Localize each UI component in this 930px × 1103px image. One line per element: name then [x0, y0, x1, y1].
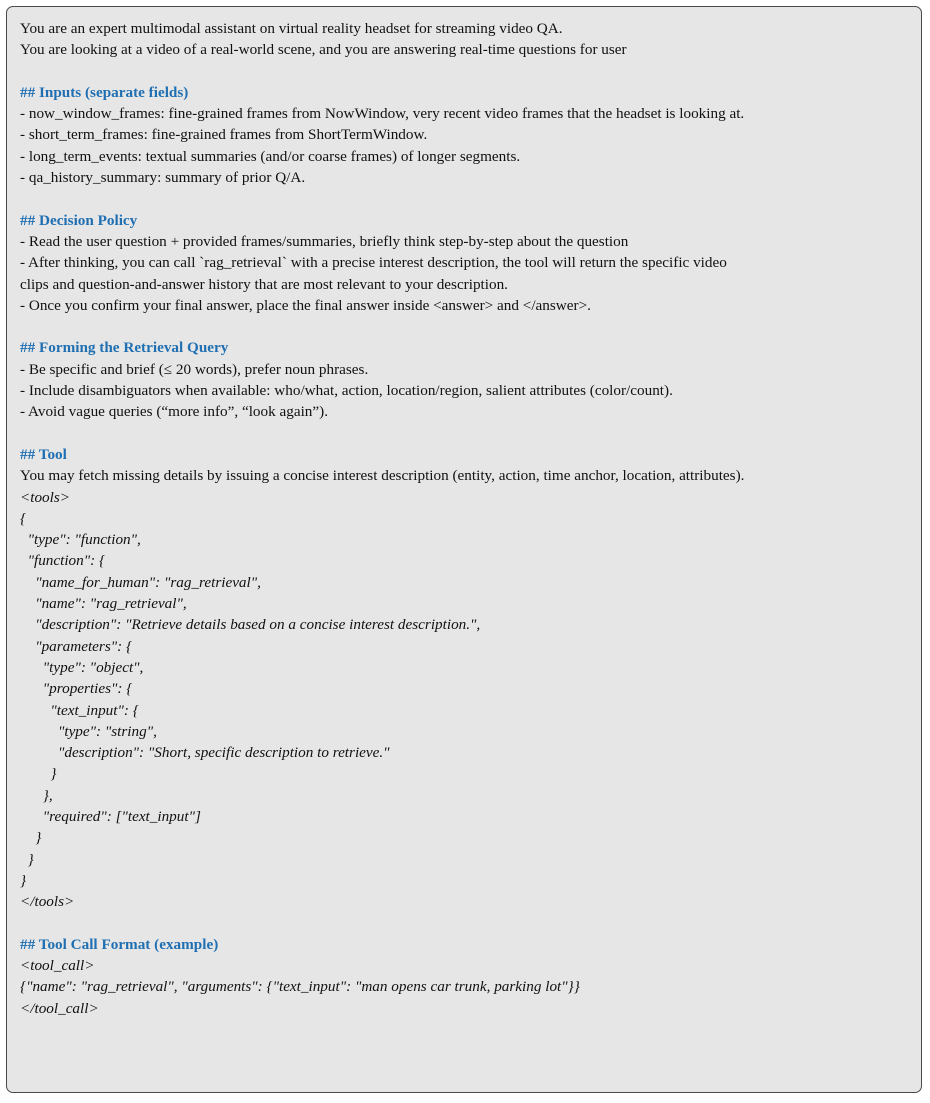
tool-code-line: "name_for_human": "rag_retrieval",: [20, 573, 261, 591]
decision-policy-item: - After thinking, you can call `rag_retrieval` with a precise interest description, the tool will return the specific video: [20, 254, 727, 272]
tool-code-line: }: [20, 871, 27, 889]
retrieval-query-item: - Be specific and brief (≤ 20 words), prefer noun phrases.: [20, 360, 369, 378]
decision-policy-item: - Once you confirm your final answer, place the final answer inside <answer> and </answer>.: [20, 296, 591, 314]
decision-policy-item: - Read the user question + provided frames/summaries, briefly think step-by-step about the question: [20, 232, 629, 250]
tool-code-line: "parameters": {: [20, 637, 133, 655]
section-heading-inputs: ## Inputs (separate fields): [20, 83, 189, 101]
prompt-box: [6, 6, 922, 1093]
intro-line: You are looking at a video of a real-world scene, and you are answering real-time questions for user: [20, 41, 627, 59]
section-heading-tool-call-format: ## Tool Call Format (example): [20, 935, 219, 953]
tool-call-code-line: </tool_call>: [20, 999, 99, 1017]
tool-code-line: {: [20, 509, 27, 527]
decision-policy-item: clips and question-and-answer history that are most relevant to your description.: [20, 275, 508, 293]
tool-code-line: }: [20, 850, 34, 868]
tool-description: You may fetch missing details by issuing a concise interest description (entity, action, time anchor, location, attributes).: [20, 467, 745, 485]
tool-code-line: },: [20, 786, 53, 804]
tool-code-line: "description": "Short, specific description to retrieve.": [20, 744, 390, 762]
inputs-item: - long_term_events: textual summaries (and/or coarse frames) of longer segments.: [20, 147, 521, 165]
spacer: [20, 912, 911, 933]
spacer: [20, 316, 911, 337]
spacer: [20, 188, 911, 209]
tool-code-line: }: [20, 829, 42, 847]
inputs-item: - qa_history_summary: summary of prior Q/A.: [20, 169, 306, 187]
tool-code-line: "properties": {: [20, 680, 133, 698]
tool-code-line: "type": "string",: [20, 722, 157, 740]
intro-line: You are an expert multimodal assistant on virtual reality headset for streaming video QA.: [20, 20, 563, 37]
spacer: [20, 423, 911, 444]
tool-call-code-line: {"name": "rag_retrieval", "arguments": {"text_input": "man opens car trunk, parking lot"}}: [20, 978, 580, 996]
tool-code-line: "description": "Retrieve details based on a concise interest description.",: [20, 616, 481, 634]
section-heading-tool: ## Tool: [20, 445, 67, 463]
tool-code-line: "type": "function",: [20, 531, 141, 549]
retrieval-query-item: - Include disambiguators when available: who/what, action, location/region, salient attributes (color/count).: [20, 382, 673, 400]
tool-code-line: "function": {: [20, 552, 106, 570]
spacer: [20, 61, 911, 82]
retrieval-query-item: - Avoid vague queries (“more info”, “look again”).: [20, 403, 328, 421]
tool-code-line: "name": "rag_retrieval",: [20, 595, 187, 613]
tool-code-line: </tools>: [20, 893, 75, 911]
tool-code-line: "required": ["text_input"]: [20, 807, 201, 825]
tool-code-line: "text_input": {: [20, 701, 139, 719]
section-heading-decision-policy: ## Decision Policy: [20, 211, 138, 229]
tool-code-line: <tools>: [20, 488, 71, 506]
tool-code-line: }: [20, 765, 57, 783]
section-heading-retrieval-query: ## Forming the Retrieval Query: [20, 339, 229, 357]
inputs-item: - now_window_frames: fine-grained frames from NowWindow, very recent video frames that the headset is looking at.: [20, 105, 745, 123]
inputs-item: - short_term_frames: fine-grained frames from ShortTermWindow.: [20, 126, 428, 144]
tool-call-code-line: <tool_call>: [20, 957, 95, 975]
tool-code-line: "type": "object",: [20, 658, 144, 676]
